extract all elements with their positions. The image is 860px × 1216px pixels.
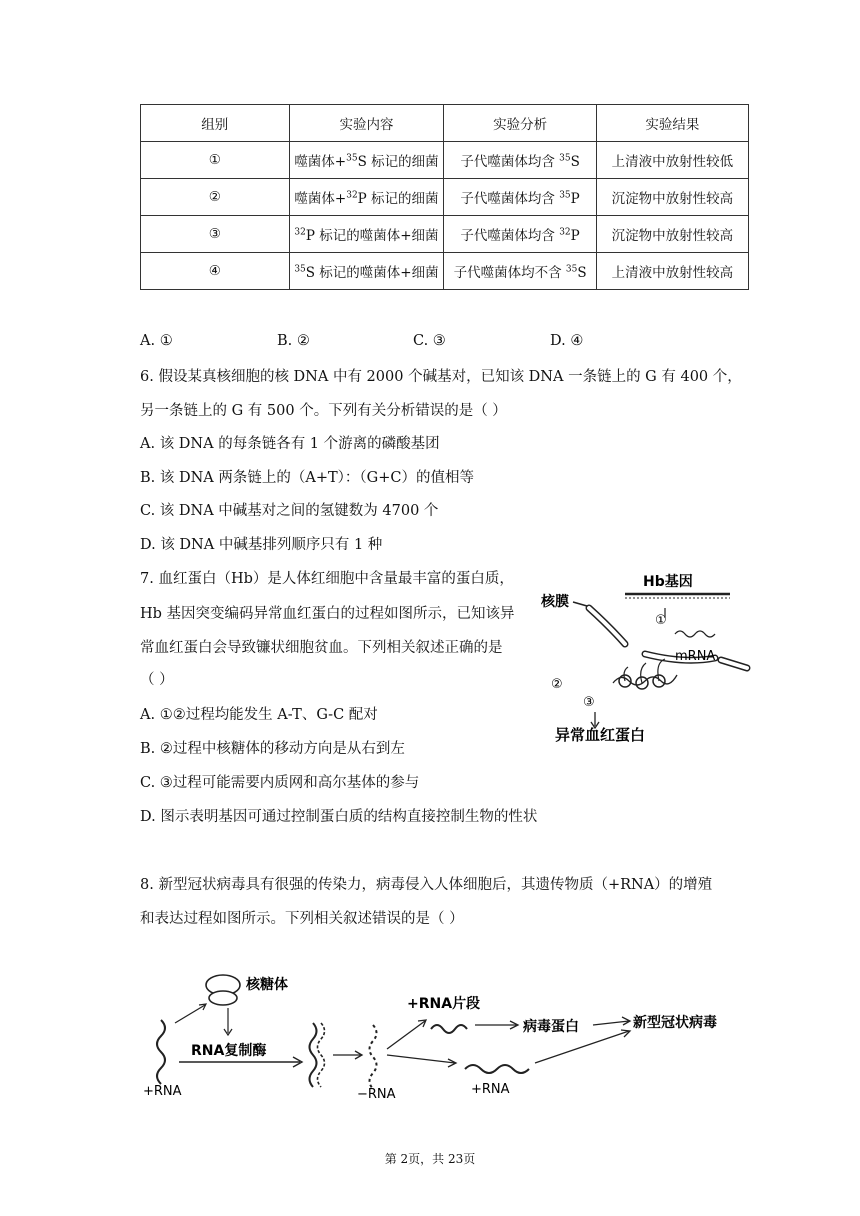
mrna-label: mRNA [675, 649, 716, 664]
cell-result: 沉淀物中放射性较高 [596, 216, 748, 253]
table-row [141, 216, 749, 253]
q7-option-c: C. ③过程可能需要内质网和高尔基体的参与 [140, 775, 420, 791]
minus-rna-strand [370, 1025, 377, 1089]
cell-group: ① [141, 142, 290, 179]
cell-content: 噬菌体+$^{35}$S 标记的细菌 [289, 142, 444, 179]
q6-option-b: B. 该 DNA 两条链上的（A+T）：（G+C）的值相等 [140, 470, 474, 486]
q7-stem-line3: 常血红蛋白会导致镰状细胞贫血。下列相关叙述正确的是 [140, 640, 503, 656]
membrane-pointer [573, 602, 587, 606]
cell-result: 上清液中放射性较高 [596, 253, 748, 290]
product-label: 异常血红蛋白 [555, 726, 646, 743]
cell-group: ② [141, 179, 290, 216]
q8-stem-line1: 8. 新型冠状病毒具有很强的传染力，病毒侵入人体细胞后，其遗传物质（+RNA）的增殖 [140, 877, 713, 893]
q6-stem-line1: 6. 假设某真核细胞的核 DNA 中有 2000 个碱基对，已知该 DNA 一条链上的 G 有 400 个， [140, 369, 742, 385]
cell-analysis: 子代噬菌体均不含 $^{35}$S [444, 253, 596, 290]
cell-content: $^{32}$P 标记的噬菌体+细菌 [289, 216, 444, 253]
step2-label: ② [551, 677, 563, 692]
q6-option-d: D. 该 DNA 中碱基排列顺序只有 1 种 [140, 537, 383, 553]
new-virus-label: 新型冠状病毒 [633, 1015, 717, 1031]
table-header-row [141, 105, 749, 142]
rna-fragment [431, 1025, 467, 1033]
viral-protein-label: 病毒蛋白 [523, 1019, 579, 1035]
header-content: 实验内容 [289, 105, 444, 142]
q5-option-b: B. ② [277, 333, 310, 349]
cell-group: ④ [141, 253, 290, 290]
page-footer: 第 2页，共 23页 [384, 1152, 476, 1166]
minus-rna-label: −RNA [357, 1087, 396, 1102]
ribosome-label: 核糖体 [246, 977, 288, 993]
coronavirus-replication-figure [135, 965, 735, 1105]
table-row [141, 142, 749, 179]
cell-analysis: 子代噬菌体均含 $^{35}$P [444, 179, 596, 216]
q6-option-c: C. 该 DNA 中碱基对之间的氢键数为 4700 个 [140, 503, 439, 519]
step1-label: ① [655, 613, 667, 628]
header-result: 实验结果 [596, 105, 748, 142]
hemoglobin-process-figure [525, 568, 760, 743]
table-row [141, 253, 749, 290]
cell-analysis: 子代噬菌体均含 $^{35}$S [444, 142, 596, 179]
q5-option-a: A. ① [140, 333, 173, 349]
double-strand-intermediate [310, 1023, 317, 1087]
q7-option-b: B. ②过程中核糖体的移动方向是从右到左 [140, 741, 405, 757]
step3-label: ③ [583, 695, 595, 710]
q7-stem-line4: （ ） [140, 672, 174, 688]
cell-content: 噬菌体+$^{32}$P 标记的细菌 [289, 179, 444, 216]
q5-option-c: C. ③ [413, 333, 446, 349]
q6-stem-line2: 另一条链上的 G 有 500 个。下列有关分析错误的是（ ） [140, 403, 507, 419]
cell-result: 沉淀物中放射性较高 [596, 179, 748, 216]
cytoplasm-mrna [613, 675, 677, 685]
q6-option-a: A. 该 DNA 的每条链各有 1 个游离的磷酸基团 [140, 436, 440, 452]
q7-stem-line2: Hb 基因突变编码异常血红蛋白的过程如图所示，已知该异 [140, 606, 515, 622]
experiment-table [140, 104, 749, 290]
plus-rna-left-label: +RNA [143, 1084, 182, 1099]
header-group: 组别 [141, 105, 290, 142]
hb-gene-label: Hb基因 [643, 574, 693, 590]
q7-option-d: D. 图示表明基因可通过控制蛋白质的结构直接控制生物的性状 [140, 809, 538, 825]
cell-analysis: 子代噬菌体均含 $^{32}$P [444, 216, 596, 253]
fragment-label: +RNA片段 [407, 996, 481, 1012]
cell-group: ③ [141, 216, 290, 253]
mrna-strand [675, 631, 715, 637]
header-analysis: 实验分析 [444, 105, 596, 142]
q5-option-d: D. ④ [550, 333, 584, 349]
enzyme-label: RNA复制酶 [191, 1043, 267, 1059]
plus-rna-right-label: +RNA [471, 1082, 510, 1097]
q7-option-a: A. ①②过程均能发生 A-T、G-C 配对 [140, 707, 378, 723]
plus-rna-strand [157, 1020, 165, 1084]
membrane-label: 核膜 [541, 594, 569, 610]
q7-stem-line1: 7. 血红蛋白（Hb）是人体红细胞中含量最丰富的蛋白质， [140, 571, 514, 587]
plus-rna-product [465, 1065, 529, 1073]
table-row [141, 179, 749, 216]
q8-stem-line2: 和表达过程如图所示。下列相关叙述错误的是（ ） [140, 911, 464, 927]
cell-content: $^{35}$S 标记的噬菌体+细菌 [289, 253, 444, 290]
cell-result: 上清液中放射性较低 [596, 142, 748, 179]
